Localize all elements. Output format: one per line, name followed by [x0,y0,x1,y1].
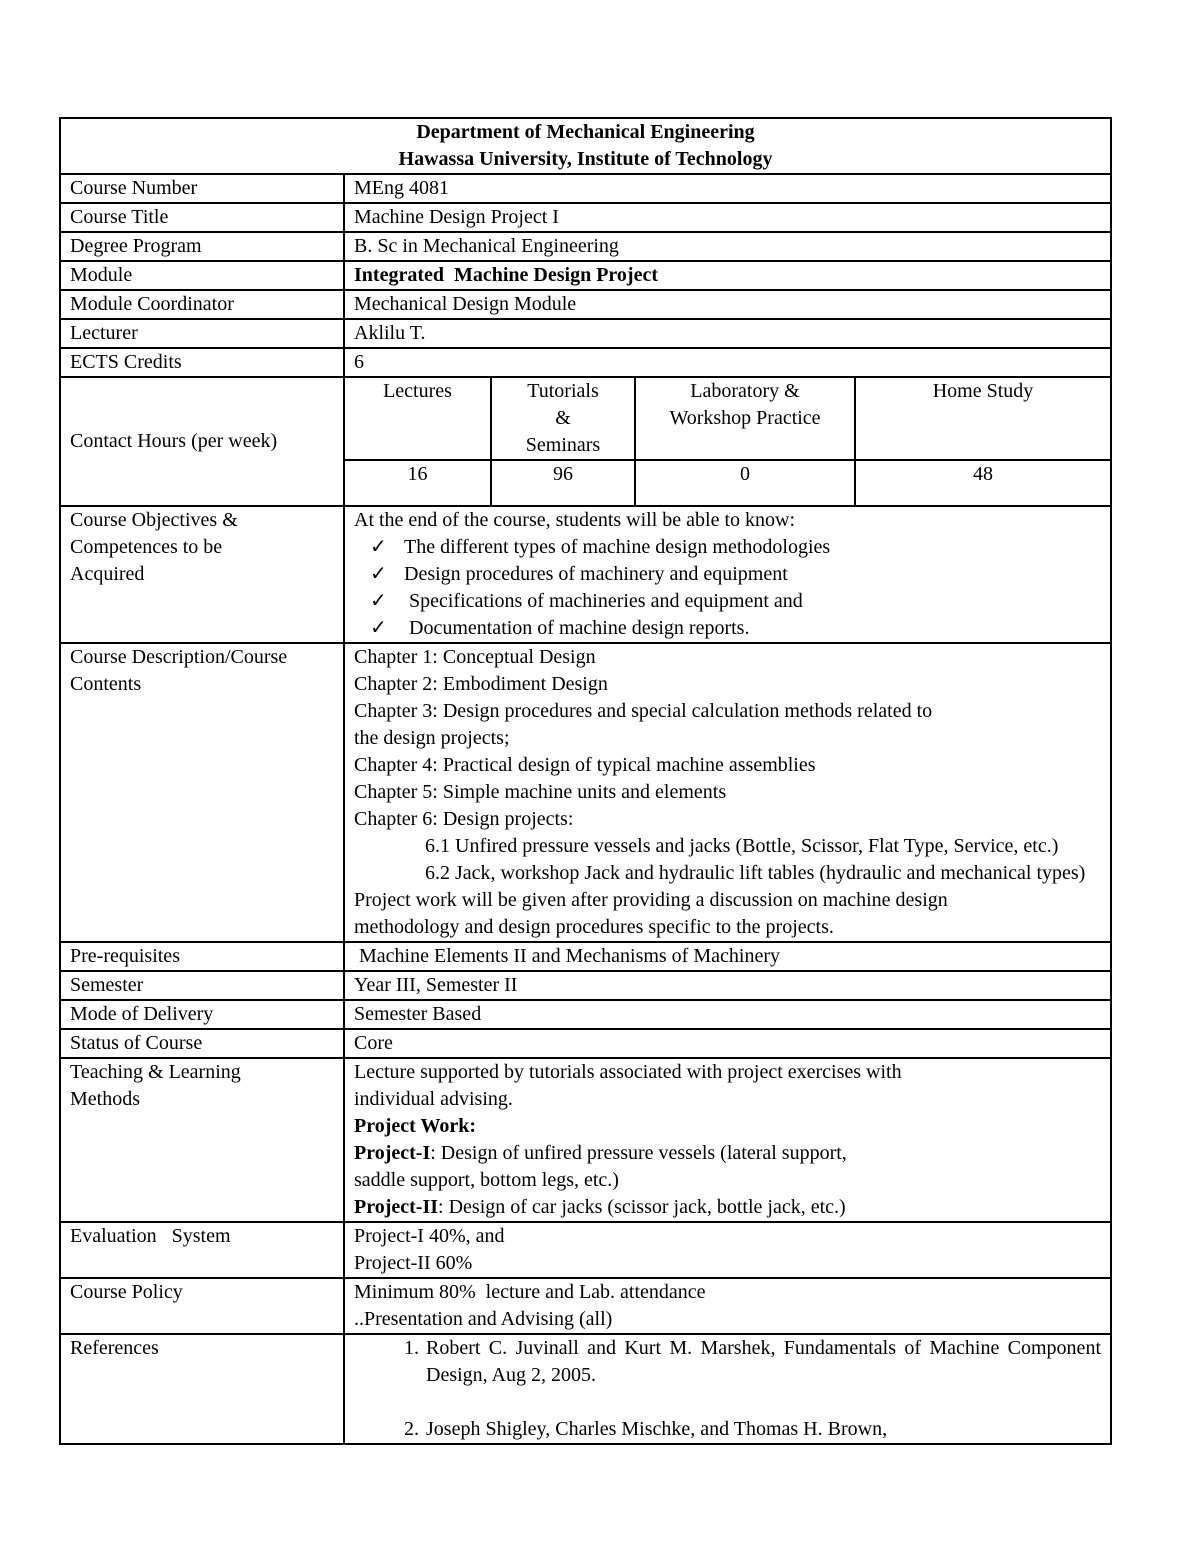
project-1-line1 [354,1140,1101,1167]
evaluation-line2: Project-II 60% [354,1252,473,1274]
checkmark-icon: ✓ [370,617,387,639]
row-course-title [60,203,1111,232]
chapter-2: Chapter 2: Embodiment Design [354,673,608,695]
row-references [60,1334,1111,1444]
label-evaluation: Evaluation System [60,1222,344,1278]
description-note-line2: methodology and design procedures specific to the projects. [354,916,834,938]
checkmark-icon: ✓ [370,590,387,612]
value-references [344,1334,1111,1444]
objectives-intro: At the end of the course, students will be able to know: [354,509,796,531]
header-row [60,118,1111,174]
list-item: 2. Joseph Shigley, Charles Mischke, and Thomas H. Brown, [424,1416,1101,1443]
tutorials-header-line2: & [555,407,571,429]
value-module-coordinator: Mechanical Design Module [344,290,1111,319]
objectives-label-line3: Acquired [70,563,145,585]
value-lecturer: Aklilu T. [344,319,1111,348]
value-mode-of-delivery: Semester Based [344,1000,1111,1029]
value-evaluation [344,1222,1111,1278]
value-course-number: MEng 4081 [344,174,1111,203]
department-title: Department of Mechanical Engineering [416,121,755,143]
row-mode-of-delivery [60,1000,1111,1029]
references-list [354,1335,1101,1443]
list-item [370,561,1101,588]
list-item [370,615,1101,642]
value-objectives [344,506,1111,643]
label-module-coordinator: Module Coordinator [60,290,344,319]
contact-hours-table [345,378,1110,505]
row-policy [60,1278,1111,1334]
chapter-3-line1: Chapter 3: Design procedures and special calculation methods related to [354,700,933,722]
chapter-6-1: 6.1 Unfired pressure vessels and jacks (Bottle, Scissor, Flat Type, Service, etc.) [425,835,1059,857]
lab-header-line2: Workshop Practice [669,407,821,429]
row-evaluation [60,1222,1111,1278]
label-course-title: Course Title [60,203,344,232]
label-teaching [60,1058,344,1222]
label-course-number: Course Number [60,174,344,203]
project-2-line [354,1194,1101,1221]
document-header [60,118,1111,174]
value-semester: Year III, Semester II [344,971,1111,1000]
value-policy [344,1278,1111,1334]
label-semester: Semester [60,971,344,1000]
value-contact-hours [344,377,1111,506]
value-status: Core [344,1029,1111,1058]
chapter-6: Chapter 6: Design projects: [354,808,574,830]
label-ects: ECTS Credits [60,348,344,377]
chapter-3-line2: the design projects; [354,727,510,749]
project-1-label: Project-I [354,1142,431,1164]
tutorials-hours: 96 [491,460,635,505]
row-prerequisites [60,942,1111,971]
row-teaching [60,1058,1111,1222]
description-label-line1: Course Description/Course [70,646,288,668]
project-1-line2: saddle support, bottom legs, etc.) [354,1169,619,1191]
label-references: References [60,1334,344,1444]
chapter-4: Chapter 4: Practical design of typical machine assemblies [354,754,816,776]
tutorials-header [491,378,635,460]
label-objectives [60,506,344,643]
row-course-number [60,174,1111,203]
project-2-label: Project-II [354,1196,439,1218]
row-degree-program [60,232,1111,261]
label-contact-hours: Contact Hours (per week) [60,377,344,506]
row-contact-hours [60,377,1111,506]
value-ects: 6 [344,348,1111,377]
label-module: Module [60,261,344,290]
contact-hours-header-row [345,378,1110,460]
project-work-heading: Project Work: [354,1115,477,1137]
row-module-coordinator [60,290,1111,319]
objective-text: Specifications of machineries and equipment and [404,590,803,612]
home-study-hours: 48 [855,460,1110,505]
value-course-title: Machine Design Project I [344,203,1111,232]
value-description [344,643,1111,942]
label-policy: Course Policy [60,1278,344,1334]
teaching-line2: individual advising. [354,1088,513,1110]
teaching-label-line1: Teaching & Learning [70,1061,241,1083]
objectives-label-line2: Competences to be [70,536,223,558]
list-item [370,534,1101,561]
row-lecturer [60,319,1111,348]
chapter-1: Chapter 1: Conceptual Design [354,646,596,668]
contact-hours-values-row [345,460,1110,505]
checkmark-icon: ✓ [370,563,387,585]
tutorials-header-line1: Tutorials [527,380,599,402]
objectives-label-line1: Course Objectives & [70,509,238,531]
row-status [60,1029,1111,1058]
lectures-hours: 16 [345,460,491,505]
value-teaching [344,1058,1111,1222]
lab-header [635,378,855,460]
label-degree-program: Degree Program [60,232,344,261]
list-item: 1. Robert C. Juvinall and Kurt M. Marshek, Fundamentals of Machine Component Design, Aug 2, 2005. [424,1335,1101,1389]
policy-line2: ..Presentation and Advising (all) [354,1308,613,1330]
teaching-line1: Lecture supported by tutorials associated with project exercises with [354,1061,902,1083]
project-2-text: : Design of car jacks (scissor jack, bottle jack, etc.) [438,1196,846,1218]
project-1-text: : Design of unfired pressure vessels (lateral support, [430,1142,847,1164]
row-semester [60,971,1111,1000]
lectures-header: Lectures [345,378,491,460]
chapter-6-2: 6.2 Jack, workshop Jack and hydraulic lift tables (hydraulic and mechanical types) [425,862,1086,884]
home-study-header: Home Study [855,378,1110,460]
policy-line1: Minimum 80% lecture and Lab. attendance [354,1281,706,1303]
row-module [60,261,1111,290]
description-label-line2: Contents [70,673,142,695]
row-description [60,643,1111,942]
list-item [370,588,1101,615]
evaluation-line1: Project-I 40%, and [354,1225,505,1247]
label-mode-of-delivery: Mode of Delivery [60,1000,344,1029]
tutorials-header-line3: Seminars [525,434,601,456]
chapter-5: Chapter 5: Simple machine units and elements [354,781,727,803]
lab-header-line1: Laboratory & [690,380,800,402]
row-objectives [60,506,1111,643]
label-status: Status of Course [60,1029,344,1058]
checkmark-icon: ✓ [370,536,387,558]
description-note-line1: Project work will be given after providing a discussion on machine design [354,889,948,911]
university-title: Hawassa University, Institute of Technology [398,148,773,170]
value-module: Integrated Machine Design Project [344,261,1111,290]
row-ects [60,348,1111,377]
label-lecturer: Lecturer [60,319,344,348]
objective-text: Design procedures of machinery and equipment [404,563,788,585]
lab-hours: 0 [635,460,855,505]
label-prerequisites: Pre-requisites [60,942,344,971]
objectives-list [354,534,1101,642]
label-description [60,643,344,942]
objective-text: The different types of machine design methodologies [404,536,831,558]
value-degree-program: B. Sc in Mechanical Engineering [344,232,1111,261]
value-prerequisites: Machine Elements II and Mechanisms of Machinery [344,942,1111,971]
objective-text: Documentation of machine design reports. [404,617,750,639]
course-syllabus-table [59,117,1112,1445]
teaching-label-line2: Methods [70,1088,140,1110]
